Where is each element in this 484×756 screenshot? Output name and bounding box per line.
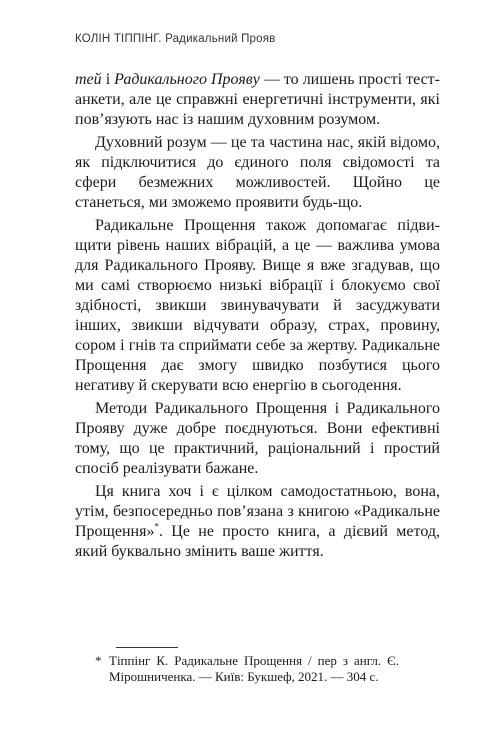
paragraph-2: Духовний розум — це та частина нас, якій відомо, як підключитися до єдиного поля свідомості та сфери безмежних можливостей. Щойно це станеться, ми зможемо проявити будь-що. <box>75 134 440 211</box>
text-fragment: . Це не просто книга, а дієвий метод, який буквально змінить ваше життя. <box>75 523 440 560</box>
italic-fragment: Радикального Прояву <box>114 71 260 88</box>
running-head: КОЛІН ТІППІНГ. Радикальний Прояв <box>75 33 276 45</box>
text-fragment: і <box>101 71 115 88</box>
footnote-mark: * <box>95 653 102 668</box>
paragraph-4: Методи Радикального Прощення і Радикального Прояву дуже добре поєднуються. Вони ефективні тому, що це практичний, раціональний і простий спосіб реалізувати бажане. <box>75 400 440 477</box>
footnote <box>95 653 399 685</box>
footnote-text: Тіппінг К. Радикальне Прощення / пер з англ. Є. Мірошниченка. — Київ: Букшеф, 2021. — 304 с. <box>109 653 399 684</box>
body-text <box>75 70 440 565</box>
text-fragment: — то лишень прості тест-анкети, але це справжні енергетичні інструменти, які пов’язують нас із нашим духовним розумом. <box>75 71 440 128</box>
paragraph-1 <box>75 70 440 130</box>
paragraph-3: Радикальне Прощення також допомагає підвищити рівень наших вібрацій, а це — важлива умова для Радикального Прояву. Вище я вже згадував, що ми самі створюємо низькі вібрації і блокуємо свої здібності, звикши звинувачувати й засуджувати інших, звикши відчувати образу, страх, провину, сором і гнів та сприймати себе за жертву. Радикальне Прощення дає змогу швидко позбутися цього негативу й скерувати всю енергію в сьогодення. <box>75 217 440 394</box>
footnote-divider <box>116 647 178 648</box>
italic-fragment: тей <box>75 71 102 88</box>
footnote-reference: * <box>154 521 159 532</box>
paragraph-5 <box>75 482 440 562</box>
text-fragment: Ця книга хоч і є цілком самодостатньою, вона, утім, безпосередньо пов’язана з книгою «Радикальне Прощення» <box>75 483 440 540</box>
